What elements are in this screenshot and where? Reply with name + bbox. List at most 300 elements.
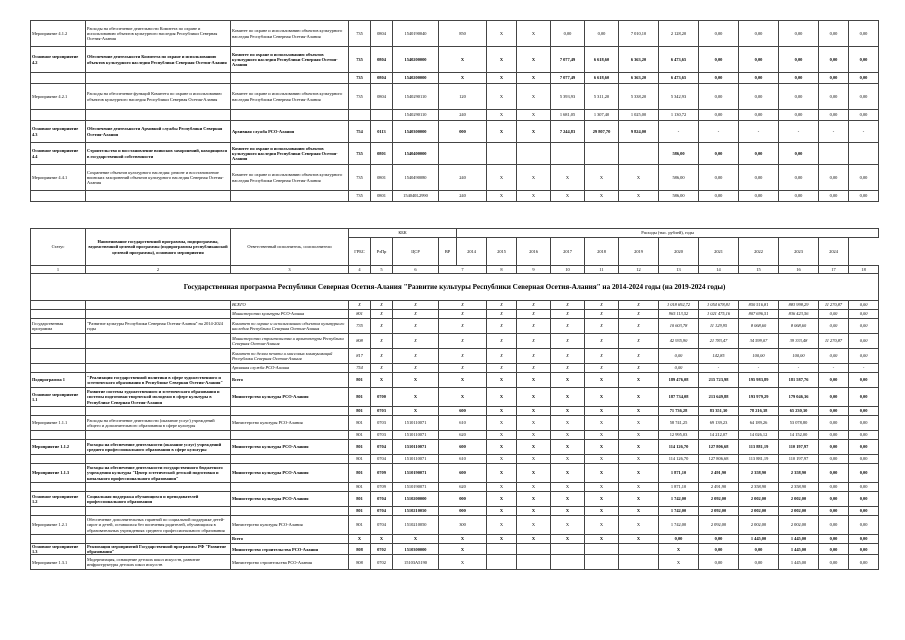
cell-y17: X	[585, 416, 619, 431]
cell-status: Основное мероприятие 4.3	[31, 121, 86, 143]
cell-y23: 0,00	[819, 388, 849, 407]
cell-y21: 2 002,00	[739, 507, 779, 516]
cell-vr: X	[439, 301, 487, 310]
table-row	[31, 544, 879, 555]
cell-y21: -	[739, 121, 779, 143]
cell-status: Мероприятие 4.4.1	[31, 165, 86, 191]
cell-y23: 0,00	[819, 507, 849, 516]
cell-y23: 0,00	[819, 349, 849, 364]
cell-y21: 850 516,81	[739, 301, 779, 310]
cell-y16: X	[551, 310, 585, 319]
cell-y16: X	[551, 334, 585, 349]
cell-y19: 10 603,78	[659, 319, 699, 334]
cell-y15	[517, 143, 551, 165]
cell-status: Основное мероприятие 1.1	[31, 388, 86, 407]
cell-y24: 0,00	[849, 84, 879, 110]
cell-y23: 0,00	[819, 373, 849, 388]
cell-y18: X	[619, 310, 659, 319]
cell-exec: Комитет по делам печати и массовых коммуникаций Республики Северная Осетия-Алания	[231, 349, 349, 364]
cell-status: Мероприятие 1.1.1	[31, 416, 86, 431]
cell-name: Сохранение объектов культурного наследия: ремонт и восстановление воинских захоронений объектов культурного наследия Северная Осетия-Алания	[86, 165, 231, 191]
cell-y20: -	[699, 121, 739, 143]
cell-y17: X	[585, 516, 619, 535]
cell-y14: X	[487, 84, 517, 110]
cell-exec: Комитет по охране и использованию объектов культурного наследия Республики Северная Осетия-Алания	[231, 165, 349, 191]
table-row	[31, 507, 879, 516]
cell-y18: X	[619, 464, 659, 483]
cell-vr: 000	[439, 507, 487, 516]
cell-y18: 6 363,20	[619, 47, 659, 73]
cell-status: Основное мероприятие 4.4	[31, 143, 86, 165]
table-row	[31, 165, 879, 191]
cell-status: Подпрограмма 1	[31, 373, 86, 388]
cell-y18: X	[619, 388, 659, 407]
cell-rzpr: X	[371, 319, 393, 334]
cell-y19: 2 128,20	[659, 21, 699, 47]
cell-grbs: 735	[349, 165, 371, 191]
cell-vr: 000	[439, 492, 487, 507]
cell-y19: 42 935,90	[659, 334, 699, 349]
cell-exec: Министерство строительства РСО-Алания	[231, 555, 349, 570]
header-year: 2016	[517, 238, 551, 266]
cell-y22: 181 587,76	[779, 373, 819, 388]
cell-vr: X	[439, 310, 487, 319]
cell-y15: X	[517, 191, 551, 202]
cell-csr: 1510210050	[393, 516, 439, 535]
cell-y16: 1 681,05	[551, 110, 585, 121]
table-row	[31, 47, 879, 73]
cell-exec	[231, 110, 349, 121]
cell-rzpr: X	[371, 301, 393, 310]
cell-y14	[487, 555, 517, 570]
cell-y24: 0,00	[849, 555, 879, 570]
cell-y15: X	[517, 310, 551, 319]
cell-y20: 1 021 475,16	[699, 310, 739, 319]
header-year: 2019	[619, 238, 659, 266]
cell-vr: X	[439, 334, 487, 349]
cell-grbs: 808	[349, 555, 371, 570]
cell-grbs: 801	[349, 440, 371, 455]
cell-y23: 0,00	[819, 73, 849, 84]
cell-y20: 0,00	[699, 110, 739, 121]
header-year: 2018	[585, 238, 619, 266]
cell-y14: X	[487, 47, 517, 73]
cell-y14: X	[487, 110, 517, 121]
cell-y14: X	[487, 464, 517, 483]
cell-grbs: X	[349, 535, 371, 544]
cell-y15: X	[517, 84, 551, 110]
cell-y16: 7 077,49	[551, 47, 585, 73]
cell-y20: -	[699, 364, 739, 373]
table-row	[31, 121, 879, 143]
cell-y14: X	[487, 121, 517, 143]
header-column-number: 3	[231, 266, 349, 274]
cell-y22: -	[779, 121, 819, 143]
cell-y24: 0,00	[849, 507, 879, 516]
cell-csr: X	[393, 349, 439, 364]
cell-y22: 14 152,00	[779, 431, 819, 440]
cell-y22: -	[779, 364, 819, 373]
header-grbs: ГРБС	[349, 238, 371, 266]
cell-vr: 850	[439, 21, 487, 47]
cell-y23: 0,00	[819, 440, 849, 455]
table-row	[31, 21, 879, 47]
header-vr: ВР	[439, 238, 457, 266]
cell-csr: X	[393, 535, 439, 544]
cell-status	[31, 73, 86, 84]
cell-status	[31, 110, 86, 121]
cell-y20: 127 806,68	[699, 455, 739, 464]
cell-y15: X	[517, 165, 551, 191]
cell-y18: 1 025,00	[619, 110, 659, 121]
cell-grbs: 801	[349, 455, 371, 464]
cell-grbs: 735	[349, 47, 371, 73]
cell-y19: 586,00	[659, 165, 699, 191]
header-year: 2023	[779, 238, 819, 266]
cell-y20: 0,00	[699, 165, 739, 191]
cell-rzpr: X	[371, 310, 393, 319]
cell-y22: 110 197,97	[779, 440, 819, 455]
cell-y15: X	[517, 301, 551, 310]
cell-y15: X	[517, 121, 551, 143]
cell-y16: X	[551, 440, 585, 455]
cell-y23: 0,00	[819, 165, 849, 191]
cell-y16: X	[551, 364, 585, 373]
cell-y15: X	[517, 507, 551, 516]
cell-name: "Развитие культуры Республики Северная Осетия-Алания" на 2014-2024 годы	[86, 319, 231, 334]
cell-y24: 0,00	[849, 431, 879, 440]
cell-exec: Министерство культуры РСО-Алания	[231, 516, 349, 535]
cell-status	[31, 334, 86, 349]
cell-y22: 0,00	[779, 84, 819, 110]
cell-y16: X	[551, 492, 585, 507]
cell-vr: 300	[439, 516, 487, 535]
program-banner: Государственная программа Республики Северная Осетия-Алания "Развитие культуры Республики Северная Осетия-Алания" на 2014-2024 годы (на 2019-2024 годы)	[31, 274, 879, 301]
table-row	[31, 319, 879, 334]
table-row	[31, 516, 879, 535]
header-column-number: 14	[699, 266, 739, 274]
cell-y24: 0,00	[849, 73, 879, 84]
cell-csr: X	[393, 388, 439, 407]
cell-y24: -	[849, 364, 879, 373]
cell-y20: 127 806,68	[699, 440, 739, 455]
cell-rzpr: 0704	[371, 492, 393, 507]
header-executor: Ответственный исполнитель, соисполнители	[231, 229, 349, 266]
cell-y20: 0,00	[699, 143, 739, 165]
cell-name: Расходы на обеспечение функций Комитета по охране и использованию объектов культурного наследия Республики Северная Осетия-Алания	[86, 84, 231, 110]
cell-y19: 1 130,72	[659, 110, 699, 121]
table-row	[31, 407, 879, 416]
cell-y23: 0,00	[819, 455, 849, 464]
cell-y18: X	[619, 416, 659, 431]
cell-y17: X	[585, 310, 619, 319]
cell-y17: 5 311,20	[585, 84, 619, 110]
cell-y17: X	[585, 349, 619, 364]
cell-y23: 0,00	[819, 47, 849, 73]
cell-y17: X	[585, 301, 619, 310]
cell-y22: 0,00	[779, 143, 819, 165]
cell-y21: 0,00	[739, 84, 779, 110]
header-column-number: 2	[86, 266, 231, 274]
header-year: 2022	[739, 238, 779, 266]
cell-csr: 1510190071	[393, 464, 439, 483]
header-column-number: 7	[439, 266, 487, 274]
cell-rzpr: X	[371, 373, 393, 388]
cell-y21: 2 358,90	[739, 464, 779, 483]
cell-rzpr: 0804	[371, 21, 393, 47]
cell-y15: X	[517, 47, 551, 73]
cell-y22: 0,00	[779, 73, 819, 84]
cell-y18: X	[619, 535, 659, 544]
cell-status	[31, 455, 86, 464]
cell-y22: 2 002,00	[779, 492, 819, 507]
cell-rzpr: 0703	[371, 407, 393, 416]
cell-y18: X	[619, 373, 659, 388]
cell-y16	[551, 555, 585, 570]
cell-y16: X	[551, 388, 585, 407]
cell-y24: 0,00	[849, 301, 879, 310]
cell-y15: X	[517, 373, 551, 388]
cell-y24: 0,00	[849, 516, 879, 535]
cell-y24: 0,00	[849, 21, 879, 47]
header-name: Наименование государственной программы, подпрограммы, ведомственной целевой программы (подпрограммы республиканской целевой программы), основного мероприятия	[86, 229, 231, 266]
cell-exec: Министерство культуры РСО-Алания	[231, 310, 349, 319]
cell-y14: X	[487, 416, 517, 431]
cell-y15: X	[517, 431, 551, 440]
cell-csr: 1510110071	[393, 440, 439, 455]
header-column-number: 17	[819, 266, 849, 274]
cell-csr: X	[393, 310, 439, 319]
cell-csr: 1510210050	[393, 507, 439, 516]
table-row	[31, 73, 879, 84]
cell-y18: X	[619, 483, 659, 492]
cell-y19: 1 742,00	[659, 516, 699, 535]
cell-exec: Всего	[231, 535, 349, 544]
cell-y15: X	[517, 334, 551, 349]
cell-y22: 1 445,00	[779, 544, 819, 555]
cell-name	[86, 455, 231, 464]
cell-y23: -	[819, 364, 849, 373]
cell-y21: 64 189,26	[739, 416, 779, 431]
cell-y24: 0,00	[849, 483, 879, 492]
cell-grbs: 801	[349, 464, 371, 483]
cell-y14: X	[487, 407, 517, 416]
cell-y17: X	[585, 388, 619, 407]
cell-y24: 0,00	[849, 191, 879, 202]
header-status: Статус	[31, 229, 86, 266]
cell-name: Расходы на обеспечение деятельности (оказание услуг) учреждений общего и дополнительного образования в сфере культуры	[86, 416, 231, 431]
cell-y22: 883 998,29	[779, 301, 819, 310]
table-row	[31, 455, 879, 464]
cell-status: Мероприятие 4.2.1	[31, 84, 86, 110]
cell-y22: 1 445,00	[779, 555, 819, 570]
cell-y20: 69 139,23	[699, 416, 739, 431]
cell-y14: X	[487, 319, 517, 334]
cell-csr: X	[393, 301, 439, 310]
cell-y22: 0,00	[779, 191, 819, 202]
cell-y19: 0,00	[659, 535, 699, 544]
cell-status: Мероприятие 1.3.1	[31, 555, 86, 570]
cell-csr: 1540290110	[393, 84, 439, 110]
cell-y24: 0,00	[849, 416, 879, 431]
cell-y16: 5 393,93	[551, 84, 585, 110]
cell-y21: 0,00	[739, 73, 779, 84]
header-column-number: 8	[487, 266, 517, 274]
header-column-number: 5	[371, 266, 393, 274]
table-row	[31, 191, 879, 202]
cell-y19: X	[659, 555, 699, 570]
header-year: 2021	[699, 238, 739, 266]
cell-y18: 5 338,20	[619, 84, 659, 110]
cell-exec: ВСЕГО	[231, 301, 349, 310]
table-row	[31, 464, 879, 483]
table-row	[31, 440, 879, 455]
cell-vr: X	[439, 349, 487, 364]
cell-vr: 600	[439, 407, 487, 416]
cell-y16: X	[551, 483, 585, 492]
cell-csr: 1510110071	[393, 455, 439, 464]
cell-rzpr: 0801	[371, 165, 393, 191]
cell-csr: 15103А5190	[393, 555, 439, 570]
cell-y21: 0,00	[739, 191, 779, 202]
cell-y16: X	[551, 535, 585, 544]
cell-y17: X	[585, 507, 619, 516]
cell-y15: X	[517, 110, 551, 121]
cell-exec	[231, 73, 349, 84]
cell-y24: 0,00	[849, 464, 879, 483]
cell-y17: X	[585, 483, 619, 492]
cell-y22: 53 078,80	[779, 416, 819, 431]
cell-csr: 1510200000	[393, 492, 439, 507]
cell-y21: 0,00	[739, 544, 779, 555]
cell-y22: 100,00	[779, 349, 819, 364]
cell-name: Строительство и восстановление воинских захоронений, находящихся в государственной собственности	[86, 143, 231, 165]
cell-y19: 1 742,00	[659, 492, 699, 507]
cell-y19: 12 995,03	[659, 431, 699, 440]
table-row	[31, 416, 879, 431]
table-row	[31, 483, 879, 492]
cell-y20: 0,00	[699, 535, 739, 544]
header-column-number: 13	[659, 266, 699, 274]
cell-exec: Комитет по охране и использованию объектов культурного наследия Республики Северная Осетия-Алания	[231, 21, 349, 47]
cell-y21: 8 068,60	[739, 319, 779, 334]
cell-name: Обеспечение дополнительных гарантий по социальной поддержке детей-сирот и детей, оставшихся без попечения родителей, обучающихся в образовательных учреждениях среднего профессионального образования	[86, 516, 231, 535]
cell-csr: 1510110071	[393, 416, 439, 431]
header-expenses: Расходы (тыс. рублей), годы	[457, 229, 879, 238]
cell-y24: 0,00	[849, 440, 879, 455]
cell-name: "Реализация государственной политики в сфере художественного и эстетического образования в Республике Северная Осетия-Алания"	[86, 373, 231, 388]
cell-y16: X	[551, 431, 585, 440]
cell-y22: 2 358,90	[779, 483, 819, 492]
cell-y19: 965 113,52	[659, 310, 699, 319]
cell-rzpr: 0700	[371, 388, 393, 407]
cell-y15: X	[517, 455, 551, 464]
cell-exec: Архивная служба РСО-Алания	[231, 364, 349, 373]
cell-y14: X	[487, 507, 517, 516]
table-row	[31, 143, 879, 165]
cell-exec: Всего	[231, 373, 349, 388]
cell-y23: 0,00	[819, 464, 849, 483]
cell-y17: 1 307,40	[585, 110, 619, 121]
cell-rzpr: X	[371, 349, 393, 364]
cell-y21: 0,00	[739, 165, 779, 191]
cell-y17	[585, 143, 619, 165]
cell-vr: X	[439, 544, 487, 555]
cell-y22: 0,00	[779, 165, 819, 191]
cell-y21: 807 696,51	[739, 310, 779, 319]
cell-grbs: 801	[349, 516, 371, 535]
cell-y16: 0,00	[551, 21, 585, 47]
header-column-number: 10	[551, 266, 585, 274]
cell-y21: 34 599,07	[739, 334, 779, 349]
cell-y17: X	[585, 364, 619, 373]
cell-y20: 215 723,98	[699, 373, 739, 388]
program-budget-table	[30, 228, 879, 570]
cell-y19: 1 018 692,72	[659, 301, 699, 310]
cell-y24: 0,00	[849, 310, 879, 319]
cell-y24: 0,00	[849, 407, 879, 416]
cell-csr: 1540290110	[393, 110, 439, 121]
cell-y15: X	[517, 416, 551, 431]
cell-rzpr: 0702	[371, 555, 393, 570]
cell-y16: X	[551, 165, 585, 191]
cell-y15: X	[517, 349, 551, 364]
table-row	[31, 555, 879, 570]
cell-y16: X	[551, 349, 585, 364]
cell-y16: 7 244,83	[551, 121, 585, 143]
cell-csr: 154040L2990	[393, 191, 439, 202]
cell-rzpr: 0704	[371, 455, 393, 464]
cell-y24: 0,00	[849, 165, 879, 191]
cell-y20: 0,00	[699, 555, 739, 570]
cell-y19: 187 734,08	[659, 388, 699, 407]
cell-y23: 0,00	[819, 492, 849, 507]
cell-y14: X	[487, 431, 517, 440]
cell-y14: X	[487, 483, 517, 492]
cell-y19: 6 473,65	[659, 47, 699, 73]
cell-grbs	[349, 110, 371, 121]
cell-y20: 213 649,88	[699, 388, 739, 407]
cell-status	[31, 301, 86, 310]
cell-status: Основное мероприятие 1.3	[31, 544, 86, 555]
cell-y23: 0,00	[819, 431, 849, 440]
cell-csr: X	[393, 373, 439, 388]
cell-y17: X	[585, 407, 619, 416]
cell-grbs: 801	[349, 388, 371, 407]
cell-y22: 39 333,48	[779, 334, 819, 349]
cell-y23: 0,00	[819, 483, 849, 492]
cell-y17: X	[585, 431, 619, 440]
cell-y21: 0,00	[739, 143, 779, 165]
cell-y15: X	[517, 73, 551, 84]
cell-y22: 8 068,60	[779, 319, 819, 334]
cell-exec	[231, 407, 349, 416]
cell-y23: 0,00	[819, 21, 849, 47]
cell-vr: 620	[439, 431, 487, 440]
cell-csr: 1540200000	[393, 47, 439, 73]
header-column-number: 11	[585, 266, 619, 274]
cell-y18: X	[619, 301, 659, 310]
cell-y14: X	[487, 535, 517, 544]
cell-y18: X	[619, 364, 659, 373]
cell-y14: X	[487, 21, 517, 47]
cell-rzpr: 0703	[371, 431, 393, 440]
cell-y20: 21 783,47	[699, 334, 739, 349]
cell-y18	[619, 544, 659, 555]
cell-name	[86, 334, 231, 349]
cell-rzpr: X	[371, 364, 393, 373]
cell-y24: 0,00	[849, 544, 879, 555]
